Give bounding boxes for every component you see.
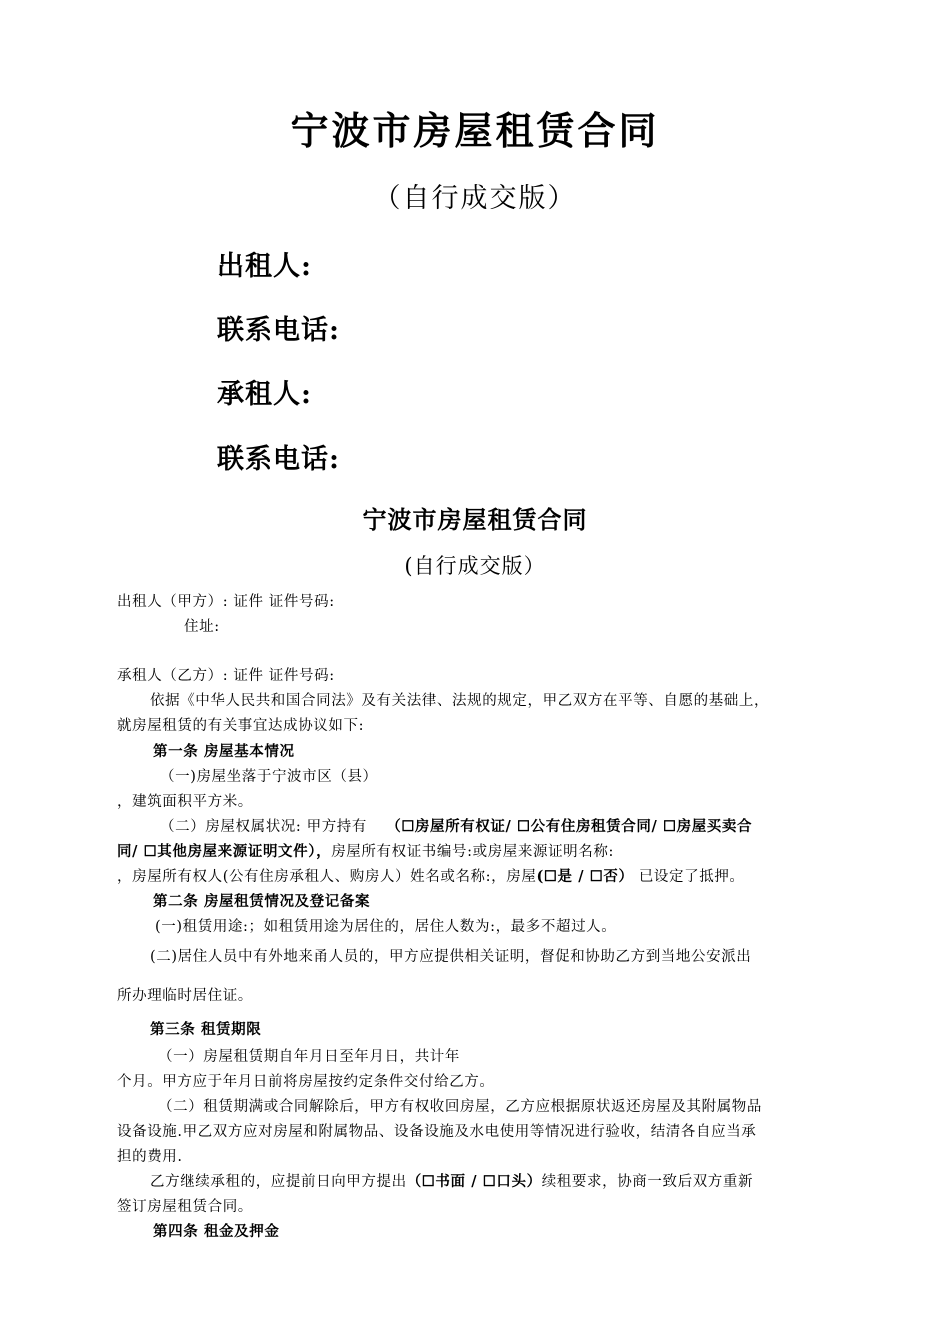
article-1-clause-2c bbox=[117, 865, 745, 886]
cover-subtitle: （自行成交版） bbox=[373, 183, 577, 214]
article-1-clause-1a: （一)房屋坐落于宁波市区（县） bbox=[160, 769, 378, 785]
article-1-clause-2a-text: （二）房屋权属状况: 甲方持有 bbox=[160, 819, 367, 835]
cover-lessee-label: 承租人: bbox=[217, 379, 312, 410]
article-1-ownership-options-cont: 同/ ☐其他房屋来源证明文件）， bbox=[117, 843, 332, 860]
article-3-clause-2a: （二）租赁期满或合同解除后，甲方有权收回房屋，乙方应根据原状返还房屋及其附属物品 bbox=[158, 1099, 762, 1115]
article-2-clause-2b: 所办理临时居住证。 bbox=[117, 988, 253, 1004]
article-1-clause-2b bbox=[117, 840, 614, 861]
article-3-clause-3a bbox=[150, 1170, 753, 1191]
article-4-heading: 第四条 租金及押金 bbox=[153, 1223, 280, 1240]
article-3-clause-2b: 设备设施.甲乙双方应对房屋和附属物品、设备设施及水电使用等情况进行验收，结清各自应当承 bbox=[117, 1124, 757, 1140]
article-1-mortgage-options: (☐是 / ☐否） bbox=[536, 868, 634, 885]
article-3-renewal-options: （☐书面 / ☐口头） bbox=[406, 1173, 542, 1190]
article-3-clause-3b: 签订房屋租赁合同。 bbox=[117, 1199, 253, 1215]
article-1-clause-2c-tail: 已设定了抵押。 bbox=[633, 869, 745, 885]
article-3-clause-3a-tail: 续租要求，协商一致后双方重新 bbox=[541, 1174, 754, 1190]
cover-lessee-phone-label: 联系电话: bbox=[217, 444, 340, 475]
article-2-clause-1: (一)租赁用途:；如租赁用途为居住的，居住人数为:，最多不超过人。 bbox=[155, 919, 617, 935]
article-2-heading: 第二条 房屋租赁情况及登记备案 bbox=[153, 893, 371, 910]
cover-lessor-phone-label: 联系电话: bbox=[217, 315, 340, 346]
contract-title: 宁波市房屋租赁合同 bbox=[362, 505, 588, 534]
article-1-ownership-options: （☐房屋所有权证/ ☐公有住房租赁合同/ ☐房屋买卖合 bbox=[386, 818, 753, 835]
cover-title: 宁波市房屋租赁合同 bbox=[290, 108, 660, 153]
article-3-clause-1a: （一）房屋租赁期自年月日至年月日，共计年 bbox=[158, 1049, 460, 1065]
contract-subtitle: (自行成交版） bbox=[404, 554, 546, 578]
intro-line-1: 依据《中华人民共和国合同法》及有关法律、法规的规定，甲乙双方在平等、自愿的基础上， bbox=[150, 693, 770, 709]
article-1-clause-2a bbox=[160, 815, 752, 836]
party-a-line: 出租人（甲方）: 证件 证件号码: bbox=[117, 594, 335, 610]
cover-lessor-label: 出租人: bbox=[217, 251, 312, 282]
party-b-line: 承租人（乙方）: 证件 证件号码: bbox=[117, 668, 335, 684]
article-1-clause-2c-text: ，房屋所有权人(公有住房承租人、购房人）姓名或名称:，房屋 bbox=[117, 869, 537, 885]
article-1-heading: 第一条 房屋基本情况 bbox=[153, 743, 295, 760]
party-a-address: 住址: bbox=[184, 619, 220, 635]
article-1-clause-2b-text: 房屋所有权证书编号:或房屋来源证明名称: bbox=[331, 844, 614, 860]
intro-line-2: 就房屋租赁的有关事宜达成协议如下: bbox=[117, 718, 365, 734]
article-1-clause-1b: ，建筑面积平方米。 bbox=[117, 794, 253, 810]
article-3-heading: 第三条 租赁期限 bbox=[150, 1021, 262, 1038]
article-2-clause-2a: (二)居住人员中有外地来甬人员的，甲方应提供相关证明，督促和协助乙方到当地公安派出 bbox=[150, 949, 752, 965]
article-3-clause-1b: 个月。甲方应于年月日前将房屋按约定条件交付给乙方。 bbox=[117, 1074, 495, 1090]
article-3-clause-3a-text: 乙方继续承租的，应提前日向甲方提出 bbox=[150, 1174, 407, 1190]
article-3-clause-2c: 担的费用. bbox=[117, 1149, 183, 1165]
